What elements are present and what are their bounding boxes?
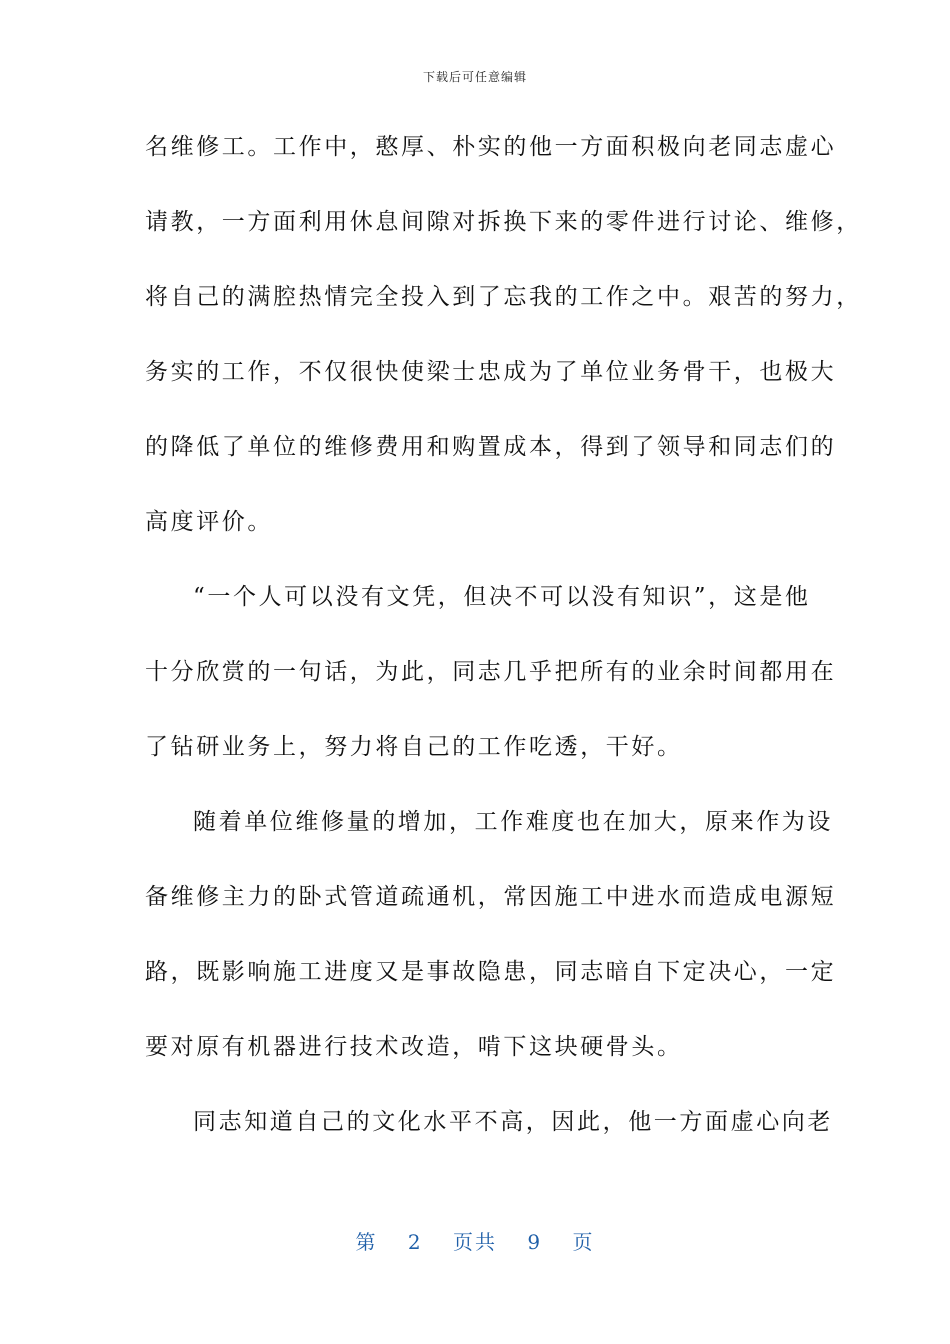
page-label-prefix: 第 bbox=[355, 1230, 378, 1254]
text-line: 备维修主力的卧式管道疏通机，常因施工中进水而造成电源短 bbox=[145, 884, 837, 910]
text-line: 将自己的满腔热情完全投入到了忘我的工作之中。艰苦的努力， bbox=[145, 284, 862, 310]
text-line: 高度评价。 bbox=[145, 509, 273, 535]
text-line: 了钻研业务上，努力将自己的工作吃透，干好。 bbox=[145, 734, 683, 760]
text-line: 十分欣赏的一句话，为此，同志几乎把所有的业余时间都用在 bbox=[145, 659, 837, 685]
text-line: 路，既影响施工进度又是事故隐患，同志暗自下定决心，一定 bbox=[145, 959, 837, 985]
paragraph-first-line: “一个人可以没有文凭，但决不可以没有知识”，这是他 bbox=[193, 584, 811, 610]
text-line: 请教，一方面利用休息间隙对拆换下来的零件进行讨论、维修， bbox=[145, 209, 862, 235]
paragraph-first-line: 随着单位维修量的增加，工作难度也在加大，原来作为设 bbox=[193, 809, 833, 835]
document-body bbox=[145, 121, 862, 1171]
paragraph-first-line: 同志知道自己的文化水平不高，因此，他一方面虚心向老 bbox=[193, 1109, 833, 1135]
current-page-number: 2 bbox=[407, 1230, 423, 1254]
page-label-suffix: 页 bbox=[572, 1230, 595, 1254]
text-line: 要对原有机器进行技术改造，啃下这块硬骨头。 bbox=[145, 1034, 683, 1060]
text-line: 名维修工。工作中，憨厚、朴实的他一方面积极向老同志虚心 bbox=[145, 134, 837, 160]
text-line: 的降低了单位的维修费用和购置成本，得到了领导和同志们的 bbox=[145, 434, 837, 460]
page-label-middle: 页共 bbox=[453, 1230, 497, 1254]
total-pages-number: 9 bbox=[527, 1230, 543, 1254]
text-line: 务实的工作，不仅很快使梁士忠成为了单位业务骨干，也极大 bbox=[145, 359, 837, 385]
page-footer bbox=[0, 1226, 950, 1255]
page-header: 下载后可任意编辑 bbox=[422, 70, 527, 84]
